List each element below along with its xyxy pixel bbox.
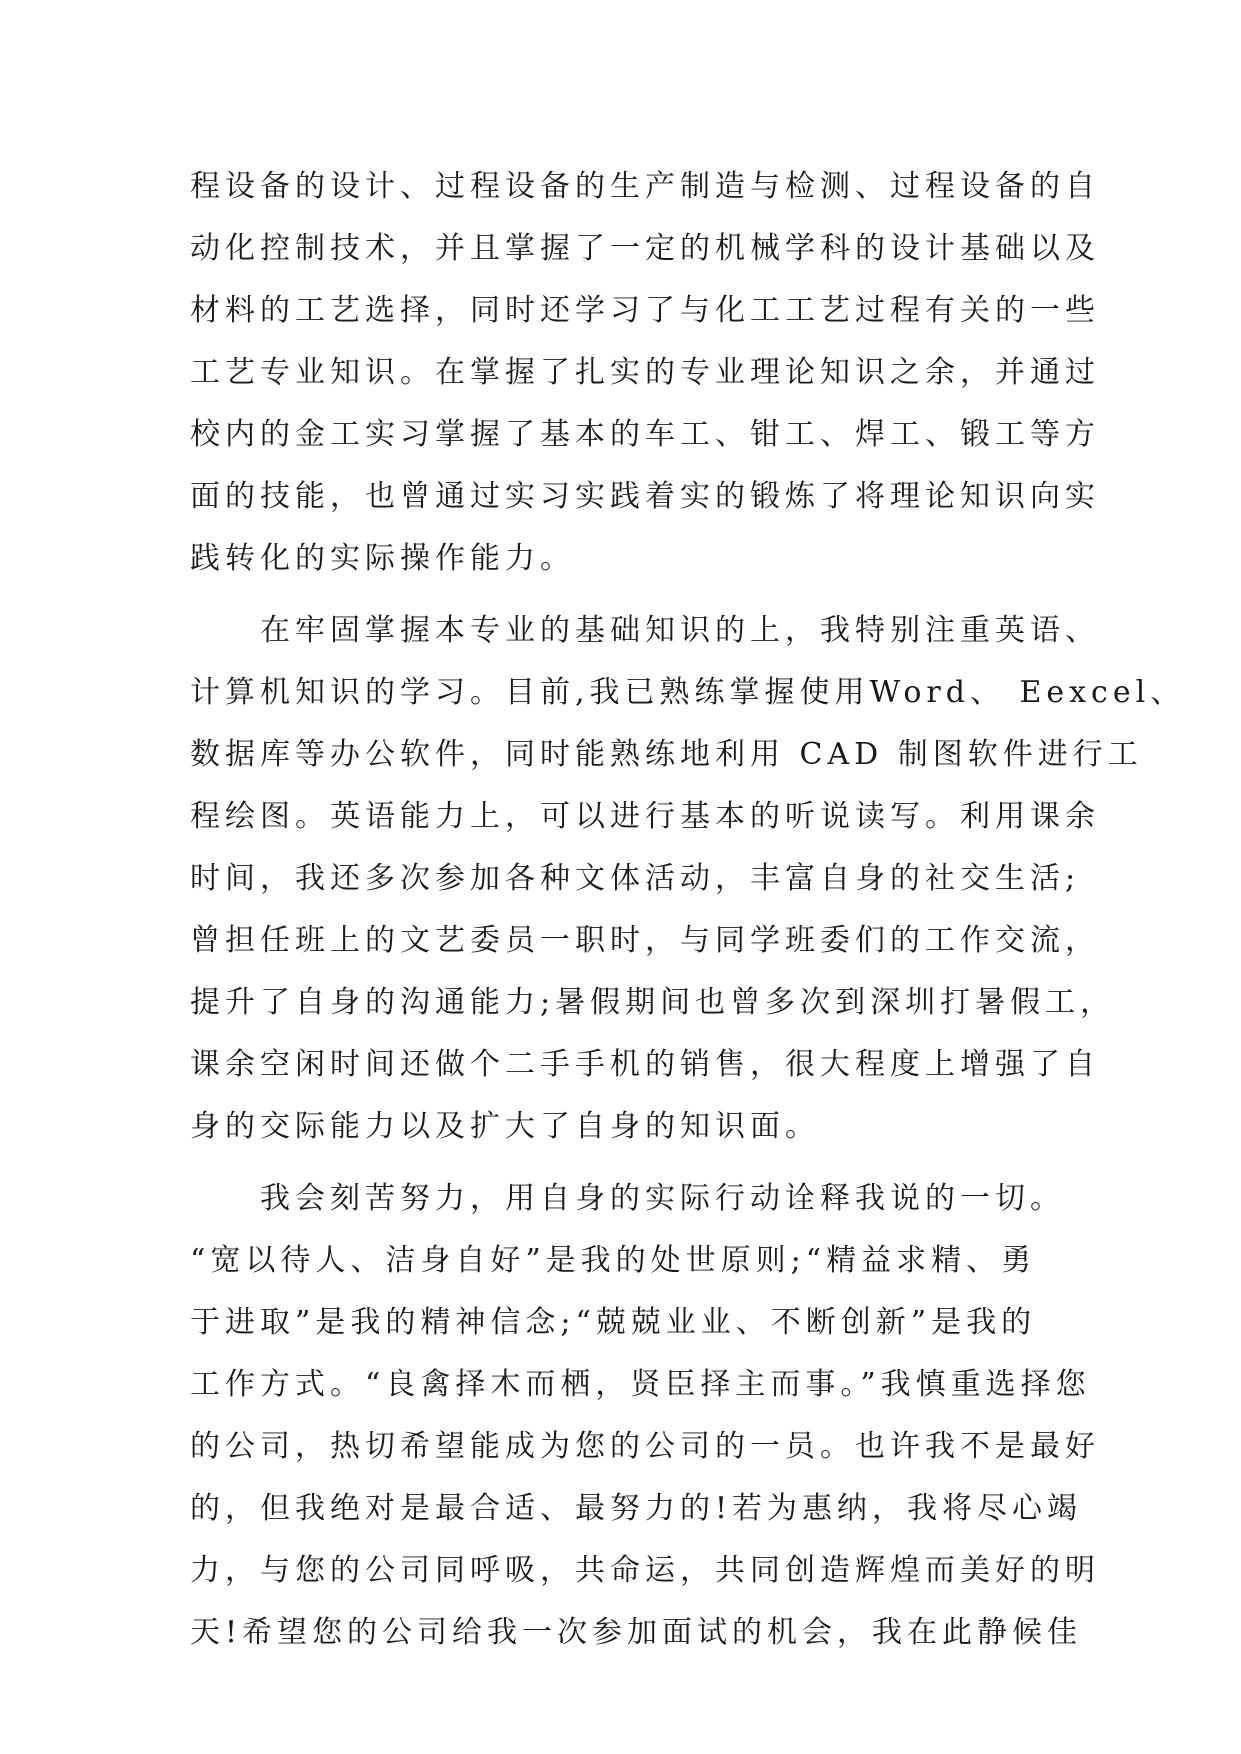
paragraph-1 (190, 156, 1100, 590)
text-line: 践转化的实际操作能力。 (190, 541, 575, 576)
text-line: “宽以待人、洁身自好”是我的处世原则;“精益求精、勇 (190, 1243, 1037, 1278)
text-line: 在牢固掌握本专业的基础知识的上，我特别注重英语、 (260, 613, 1100, 648)
text-line: 于进取”是我的精神信念;“兢兢业业、不断创新”是我的 (190, 1305, 1037, 1340)
paragraph-2 (190, 600, 1186, 1158)
text-line: 曾担任班上的文艺委员一职时，与同学班委们的工作交流， (190, 923, 1100, 958)
text-line: 计算机知识的学习。目前,我已熟练掌握使用Word、 Eexcel、 (190, 675, 1186, 710)
paragraph-3 (190, 1168, 1100, 1664)
text-line: 程绘图。英语能力上，可以进行基本的听说读写。利用课余 (190, 799, 1100, 834)
text-line: 程设备的设计、过程设备的生产制造与检测、过程设备的自 (190, 169, 1100, 204)
text-line: 天!希望您的公司给我一次参加面试的机会，我在此静候佳 (190, 1615, 1083, 1650)
text-line: 时间，我还多次参加各种文体活动，丰富自身的社交生活; (190, 861, 1081, 896)
text-line: 数据库等办公软件，同时能熟练地利用 CAD 制图软件进行工 (190, 737, 1143, 772)
text-line: 工艺专业知识。在掌握了扎实的专业理论知识之余，并通过 (190, 355, 1100, 390)
text-line: 我会刻苦努力，用自身的实际行动诠释我说的一切。 (260, 1181, 1065, 1216)
text-line: 课余空闲时间还做个二手手机的销售，很大程度上增强了自 (190, 1047, 1100, 1082)
text-line: 的公司，热切希望能成为您的公司的一员。也许我不是最好 (190, 1429, 1100, 1464)
paragraph-spacer (190, 590, 1070, 600)
text-line: 力，与您的公司同呼吸，共命运，共同创造辉煌而美好的明 (190, 1553, 1100, 1588)
paragraph-spacer (190, 1158, 1070, 1168)
text-line: 的，但我绝对是最合适、最努力的!若为惠纳，我将尽心竭 (190, 1491, 1083, 1526)
text-line: 校内的金工实习掌握了基本的车工、钳工、焊工、锻工等方 (190, 417, 1100, 452)
text-line: 动化控制技术，并且掌握了一定的机械学科的设计基础以及 (190, 231, 1100, 266)
document-body (190, 156, 1186, 1664)
text-line: 工作方式。“良禽择木而栖，贤臣择主而事。”我慎重选择您 (190, 1367, 1091, 1402)
text-line: 提升了自身的沟通能力;暑假期间也曾多次到深圳打暑假工， (190, 985, 1116, 1020)
text-line: 面的技能，也曾通过实习实践着实的锻炼了将理论知识向实 (190, 479, 1100, 514)
text-line: 身的交际能力以及扩大了自身的知识面。 (190, 1109, 820, 1144)
text-line: 材料的工艺选择，同时还学习了与化工工艺过程有关的一些 (190, 293, 1100, 328)
